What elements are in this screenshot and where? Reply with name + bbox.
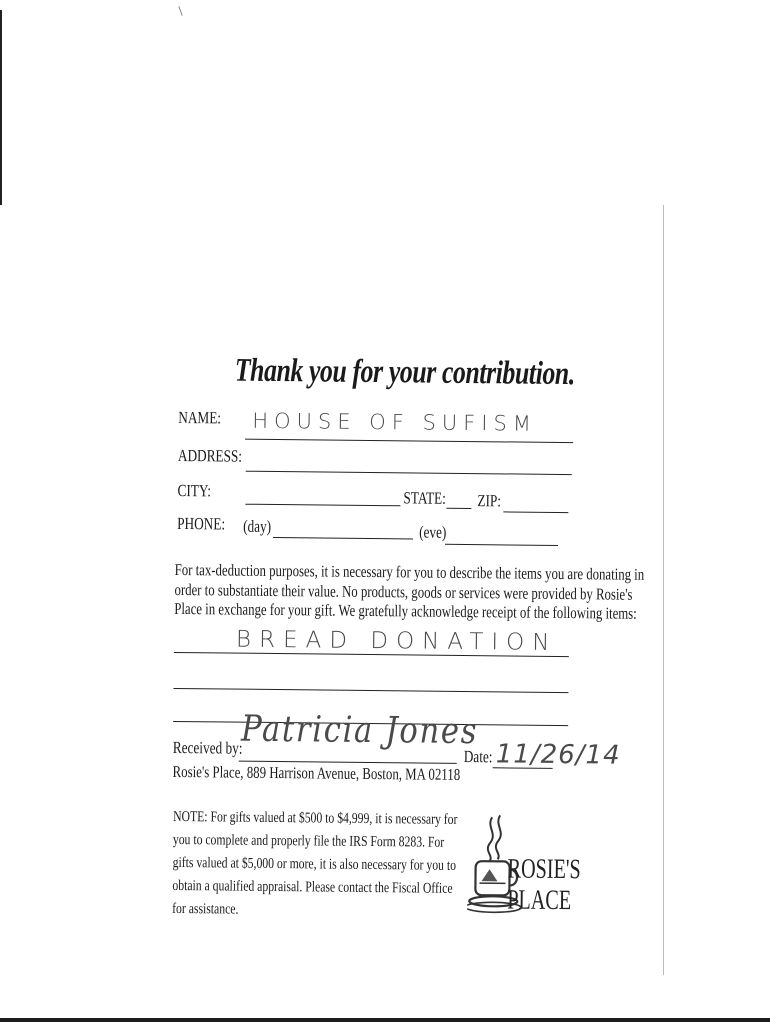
date-value: 11/26/14 (495, 739, 621, 771)
state-line (446, 508, 471, 509)
name-value: HOUSE OF SUFISM (252, 408, 538, 436)
received-by-signature: Patricia Jones (240, 708, 479, 753)
state-label: STATE: (403, 488, 447, 508)
city-line (245, 504, 400, 507)
name-line (245, 439, 573, 443)
received-by-label: Received by: (172, 737, 243, 758)
logo-text-line1: ROSIE'S (507, 853, 581, 886)
phone-eve-label: (eve) (419, 522, 447, 542)
form-title: Thank you for your contribution. (234, 352, 576, 393)
phone-day-line (273, 537, 413, 539)
address-label: ADDRESS: (177, 445, 243, 466)
paragraph-line: order to substantiate their value. No products, goods or services were provided by Rosie's (174, 579, 633, 604)
phone-eve-line (445, 544, 558, 546)
phone-label: PHONE: (177, 513, 226, 534)
note-line: for assistance. (172, 900, 239, 918)
zip-line (503, 511, 568, 513)
address-line (246, 471, 572, 475)
name-label: NAME: (178, 407, 222, 428)
items-line (173, 688, 568, 693)
phone-day-label: (day) (243, 516, 272, 536)
logo-text-line2: PLACE (507, 884, 572, 917)
irs-note (172, 806, 458, 924)
paragraph-line: Place in exchange for your gift. We gratefully acknowledge receipt of the following items: (174, 598, 637, 623)
scan-edge-left (0, 10, 2, 205)
note-line: gifts valued at $5,000 or more, it is also necessary for you to (172, 854, 457, 874)
paragraph-line: For tax-deduction purposes, it is necessary for you to describe the items you are donating in (174, 559, 645, 584)
zip-label: ZIP: (477, 491, 502, 511)
note-line: you to complete and properly file the IRS Form 8283. For (172, 831, 445, 851)
tax-deduction-paragraph (174, 559, 645, 623)
org-address: Rosie's Place, 889 Harrison Avenue, Boston, MA 02118 (172, 761, 461, 784)
note-line: obtain a qualified appraisal. Please contact the Fiscal Office (172, 877, 453, 897)
items-value: BREAD DONATION (235, 626, 558, 656)
city-label: CITY: (177, 480, 212, 501)
date-label: Date: (463, 746, 493, 767)
note-line: NOTE: For gifts valued at $500 to $4,999, it is necessary for (173, 808, 458, 828)
